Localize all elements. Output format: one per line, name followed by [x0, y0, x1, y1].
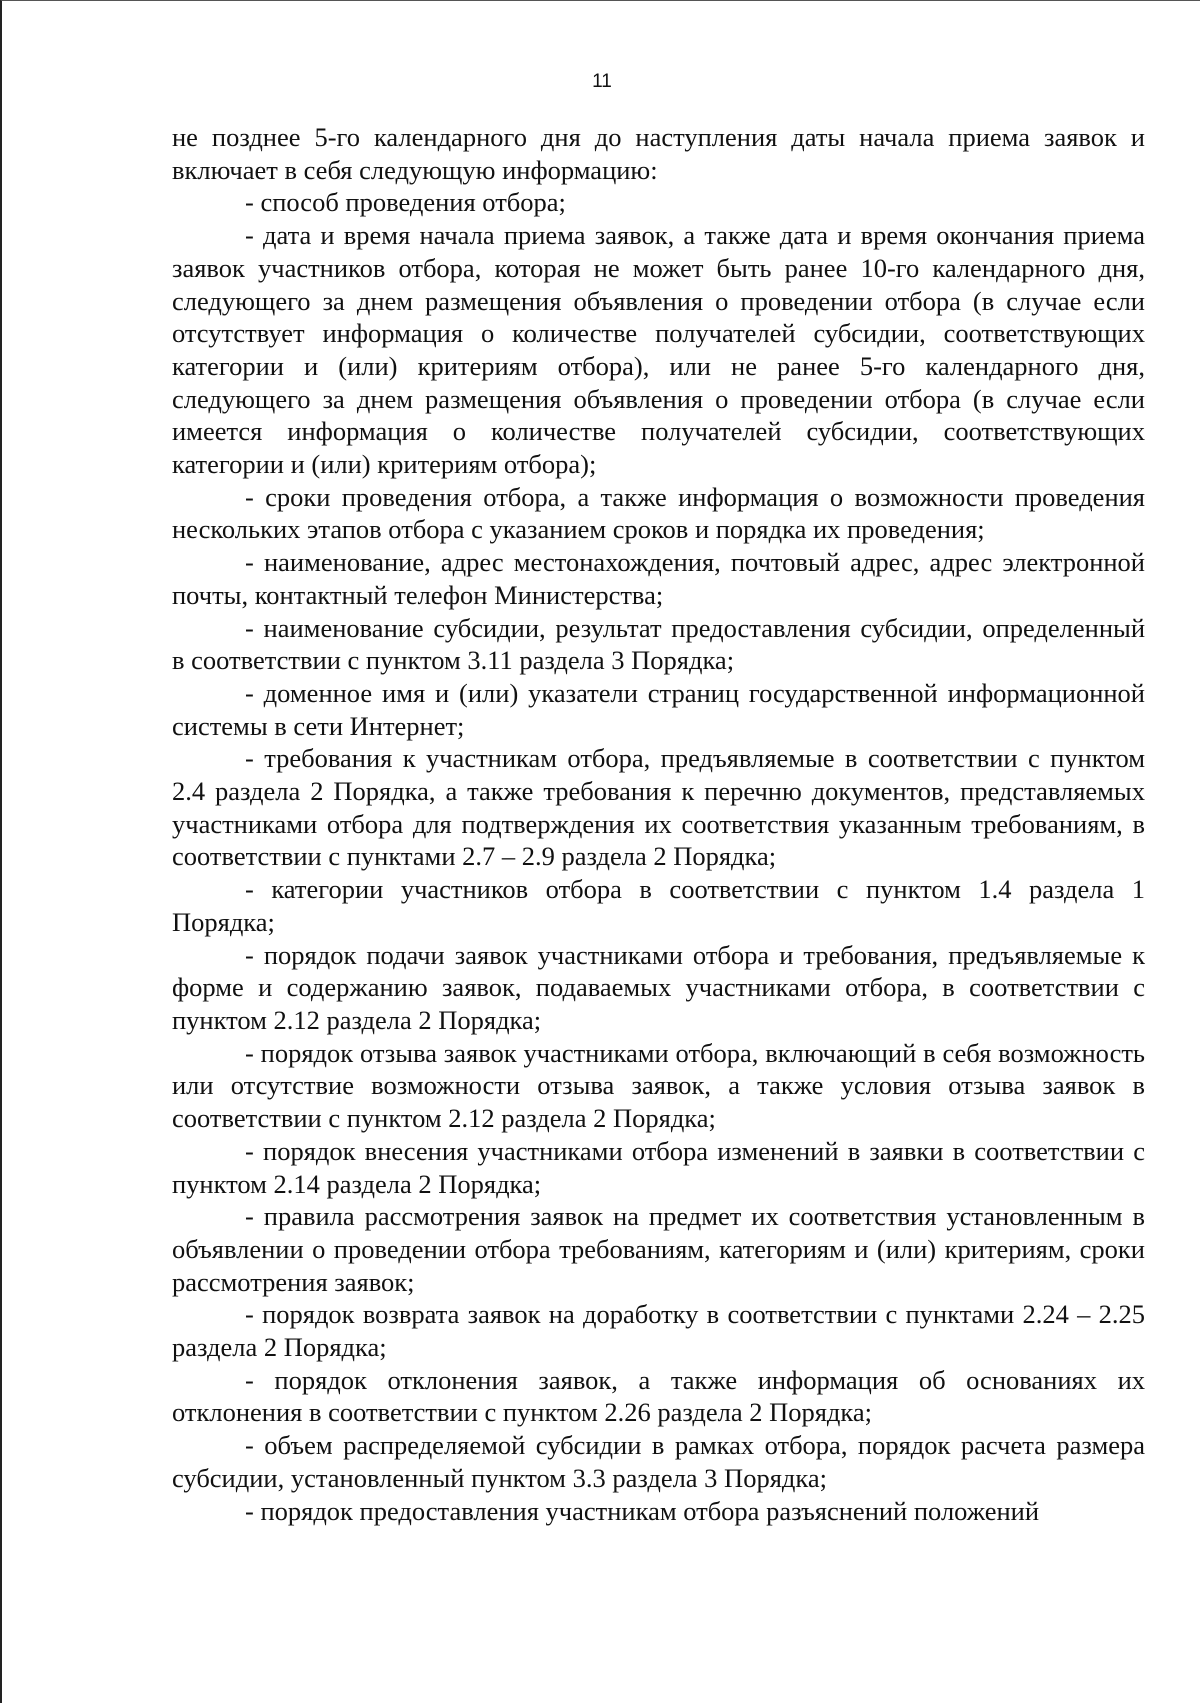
list-item: - наименование субсидии, результат предоставления субсидии, определенный в соответствии с пунктом 3.11 раздела 3 Порядка;: [172, 612, 1145, 676]
list-item: - объем распределяемой субсидии в рамках отбора, порядок расчета размера субсидии, установленный пунктом 3.3 раздела 3 Порядка;: [172, 1430, 1145, 1493]
list-item: - требования к участникам отбора, предъявляемые в соответствии с пунктом 2.4 раздела 2 Порядка, а также требования к перечню документов, представляемых участниками отбора для подтверждения их соответствия указанным требованиям, в соответствии с пунктами 2.7 – 2.9 раздела 2 Порядка;: [172, 743, 1145, 872]
list-item: - сроки проведения отбора, а также информация о возможности проведения нескольких этапов отбора с указанием сроков и порядка их проведения;: [172, 481, 1145, 545]
list-item: - порядок предоставления участникам отбора разъяснений положений: [245, 1495, 1040, 1526]
list-item: - порядок возврата заявок на доработку в соответствии с пунктами 2.24 – 2.25 раздела 2 Порядка;: [172, 1299, 1145, 1363]
list-item: - наименование, адрес местонахождения, почтовый адрес, адрес электронной почты, контактный телефон Министерства;: [172, 547, 1145, 610]
list-item: - категории участников отбора в соответствии с пунктом 1.4 раздела 1 Порядка;: [172, 874, 1145, 937]
document-body: [172, 121, 1145, 1527]
paragraph: не позднее 5-го календарного дня до наступления даты начала приема заявок и включает в себя следующую информацию:: [172, 122, 1145, 185]
list-item: - дата и время начала приема заявок, а также дата и время окончания приема заявок участников отбора, которая не может быть ранее 10-го календарного дня, следующего за днем размещения объявления о проведении отбора (в случае если отсутствует информация о количестве получателей субсидии, соответствующих категории и (или) критериям отбора), или не ранее 5-го календарного дня, следующего за днем размещения объявления о проведении отбора (в случае если имеется информация о количестве получателей субсидии, соответствующих категории и (или) критериям отбора);: [172, 220, 1145, 480]
list-item: - порядок отклонения заявок, а также информация об основаниях их отклонения в соответствии с пунктом 2.26 раздела 2 Порядка;: [172, 1364, 1145, 1428]
list-item: - правила рассмотрения заявок на предмет их соответствия установленным в объявлении о проведении отбора требованиям, категориям и (или) критериям, сроки рассмотрения заявок;: [172, 1201, 1145, 1297]
page-number: 11: [592, 71, 612, 92]
list-item: - способ проведения отбора;: [245, 187, 566, 218]
list-item: - порядок подачи заявок участниками отбора и требования, предъявляемые к форме и содержанию заявок, подаваемых участниками отбора, в соответствии с пунктом 2.12 раздела 2 Порядка;: [172, 939, 1145, 1035]
list-item: - доменное имя и (или) указатели страниц государственной информационной системы в сети Интернет;: [172, 677, 1145, 741]
list-item: - порядок внесения участниками отбора изменений в заявки в соответствии с пунктом 2.14 раздела 2 Порядка;: [172, 1135, 1145, 1199]
list-item: - порядок отзыва заявок участниками отбора, включающий в себя возможность или отсутствие возможности отзыва заявок, а также условия отзыва заявок в соответствии с пунктом 2.12 раздела 2 Порядка;: [172, 1037, 1145, 1134]
